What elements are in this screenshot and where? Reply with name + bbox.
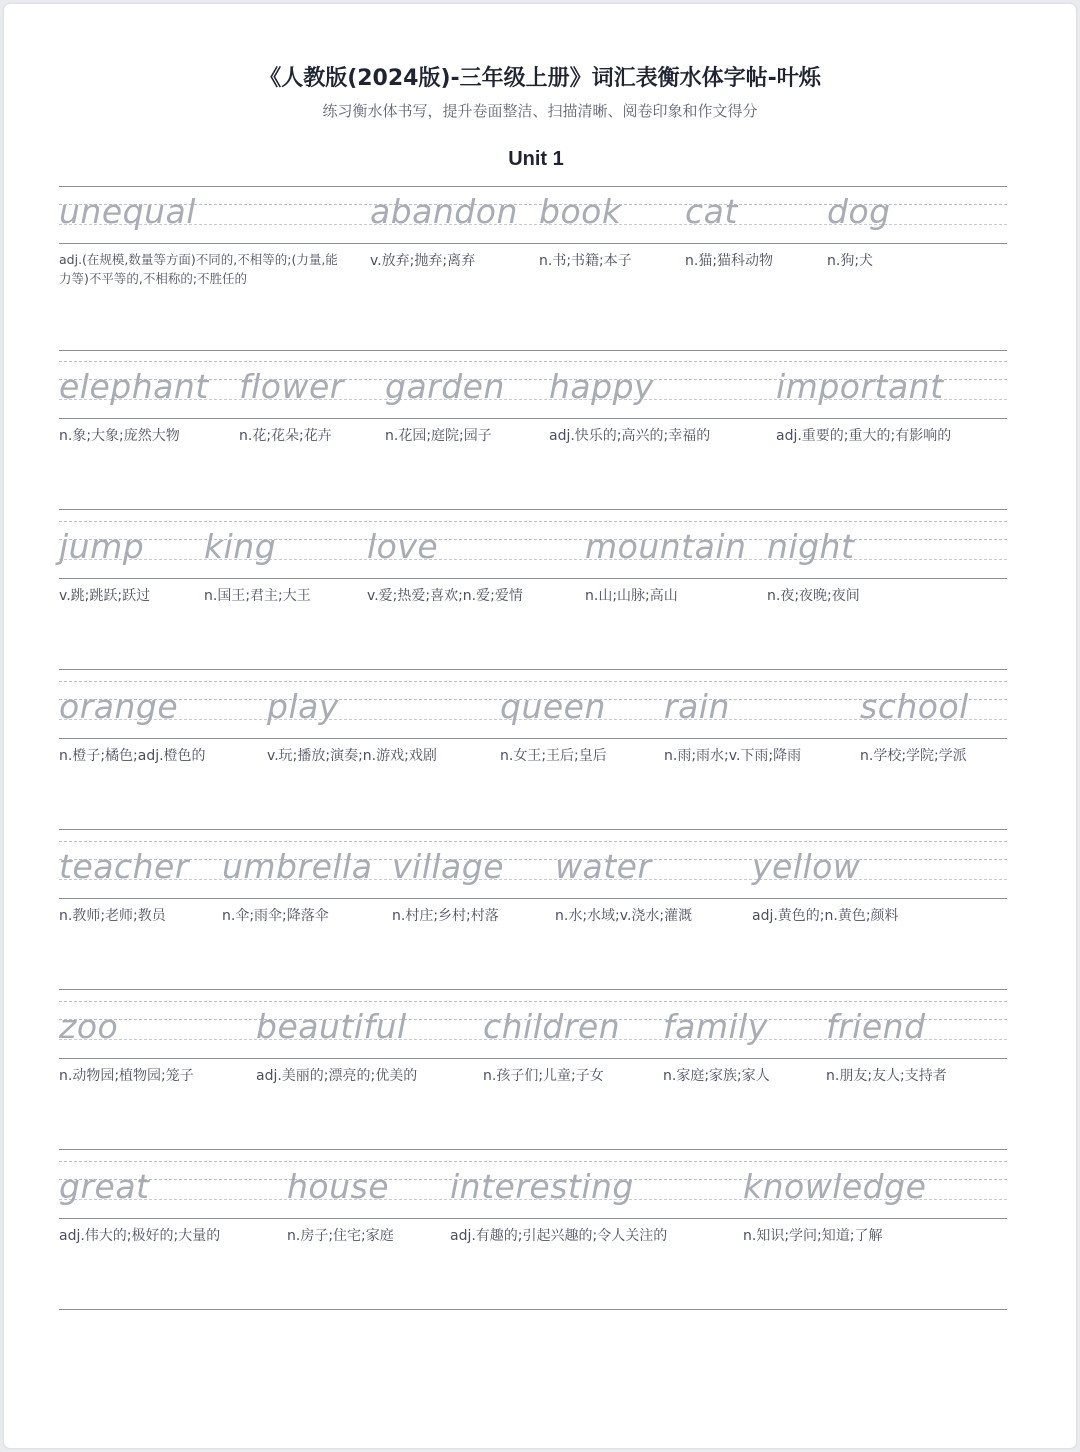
line-bottom (59, 1149, 1007, 1150)
vocab-row-7 (59, 1161, 1007, 1329)
vocab-definition: adj.快乐的;高兴的;幸福的 (549, 428, 711, 444)
vocab-definition: n.教师;老师;教员 (59, 908, 166, 924)
vocab-word: dog (827, 192, 891, 231)
vocab-definition: n.朋友;友人;支持者 (826, 1068, 947, 1084)
line-guide (59, 859, 1007, 860)
vocab-word: teacher (59, 847, 189, 886)
vocab-word: umbrella (222, 847, 373, 886)
vocab-definition: n.猫;猫科动物 (685, 253, 774, 269)
vocab-definition: n.雨;雨水;v.下雨;降雨 (664, 748, 802, 764)
line-top (59, 1001, 1007, 1002)
line-bottom (59, 1309, 1007, 1310)
line-base (59, 243, 1007, 244)
vocab-word: mountain (585, 527, 747, 566)
vocab-word: rain (664, 687, 730, 726)
vocab-definition: n.孩子们;儿童;子女 (483, 1068, 604, 1084)
vocab-row-6 (59, 1001, 1007, 1169)
line-guide (59, 559, 1007, 560)
line-top (59, 841, 1007, 842)
line-base (59, 738, 1007, 739)
vocab-word: great (59, 1167, 150, 1206)
vocab-definition: n.花园;庭院;园子 (385, 428, 492, 444)
vocab-definition: n.房子;住宅;家庭 (287, 1228, 394, 1244)
vocab-word: knowledge (743, 1167, 927, 1206)
vocab-definition: n.女王;王后;皇后 (500, 748, 607, 764)
vocab-row-4 (59, 681, 1007, 849)
vocab-word: abandon (370, 192, 518, 231)
vocab-word: flower (239, 367, 344, 406)
vocab-word: cat (685, 192, 738, 231)
vocab-word: jump (59, 527, 145, 566)
line-guide (59, 539, 1007, 540)
vocab-definition: n.水;水域;v.浇水;灌溉 (555, 908, 693, 924)
vocab-word: queen (500, 687, 606, 726)
vocab-definition: v.玩;播放;演奏;n.游戏;戏剧 (267, 748, 437, 764)
vocab-definition: n.学校;学院;学派 (860, 748, 967, 764)
line-bottom (59, 829, 1007, 830)
vocab-definition: n.夜;夜晚;夜间 (767, 588, 860, 604)
vocab-word: children (483, 1007, 621, 1046)
vocab-definition: n.象;大象;庞然大物 (59, 428, 180, 444)
vocab-word: orange (59, 687, 179, 726)
vocab-definition: n.橙子;橘色;adj.橙色的 (59, 748, 206, 764)
line-bottom (59, 509, 1007, 510)
line-base (59, 1058, 1007, 1059)
vocab-definition: v.跳;跳跃;跃过 (59, 588, 151, 604)
vocab-definition: n.动物园;植物园;笼子 (59, 1068, 194, 1084)
line-base (59, 1218, 1007, 1219)
line-guide (59, 879, 1007, 880)
vocab-definition: adj.伟大的;极好的;大量的 (59, 1228, 221, 1244)
worksheet-page (4, 4, 1076, 1448)
vocab-definition: adj.(在规模,数量等方面)不同的,不相等的;(力量,能力等)不平等的,不相称的;不胜任的 (59, 252, 338, 286)
line-top (59, 521, 1007, 522)
vocab-word: night (767, 527, 855, 566)
vocab-word: beautiful (256, 1007, 407, 1046)
line-bottom (59, 989, 1007, 990)
vocab-definition: adj.黄色的;n.黄色;颜料 (752, 908, 899, 924)
vocab-definition: n.村庄;乡村;村落 (392, 908, 499, 924)
vocab-word: interesting (450, 1167, 634, 1206)
vocab-word: unequal (59, 192, 196, 231)
page-title: 《人教版(2024版)-三年级上册》词汇表衡水体字帖-叶烁 (259, 66, 821, 91)
unit-heading: Unit 1 (508, 148, 564, 170)
vocab-definition: n.书;书籍;本子 (539, 253, 632, 269)
vocab-definition: n.国王;君主;大王 (204, 588, 311, 604)
line-bottom (59, 350, 1007, 351)
vocab-word: important (776, 367, 944, 406)
line-base (59, 898, 1007, 899)
vocab-word: book (539, 192, 622, 231)
vocab-word: house (287, 1167, 390, 1206)
vocab-word: school (860, 687, 969, 726)
line-base (59, 418, 1007, 419)
vocab-definition: n.山;山脉;高山 (585, 588, 678, 604)
vocab-definition: n.伞;雨伞;降落伞 (222, 908, 329, 924)
line-base (59, 578, 1007, 579)
vocab-definition: n.花;花朵;花卉 (239, 428, 332, 444)
vocab-definition: n.狗;犬 (827, 253, 874, 269)
vocab-word: happy (549, 367, 655, 406)
vocab-definition: adj.有趣的;引起兴趣的;令人关注的 (450, 1228, 668, 1244)
vocab-word: friend (826, 1007, 926, 1046)
vocab-word: village (392, 847, 505, 886)
page-subtitle: 练习衡水体书写，提升卷面整洁、扫描清晰、阅卷印象和作文得分 (322, 102, 758, 120)
vocab-definition: v.爱;热爱;喜欢;n.爱;爱情 (367, 588, 523, 604)
vocab-row-3 (59, 521, 1007, 689)
vocab-word: yellow (752, 847, 861, 886)
vocab-definition: v.放弃;抛弃;离弃 (370, 253, 476, 269)
vocab-word: zoo (59, 1007, 119, 1046)
vocab-definition: adj.美丽的;漂亮的;优美的 (256, 1068, 418, 1084)
line-bottom (59, 669, 1007, 670)
vocab-word: family (663, 1007, 768, 1046)
vocab-word: garden (385, 367, 505, 406)
line-top (59, 361, 1007, 362)
vocab-word: water (555, 847, 652, 886)
line-top (59, 681, 1007, 682)
vocab-row-1 (59, 186, 1007, 354)
vocab-row-5 (59, 841, 1007, 1009)
vocab-definition: adj.重要的;重大的;有影响的 (776, 428, 952, 444)
vocab-definition: n.家庭;家族;家人 (663, 1068, 770, 1084)
vocab-word: king (204, 527, 277, 566)
vocab-word: play (267, 687, 339, 726)
line-top (59, 1161, 1007, 1162)
vocab-definition: n.知识;学问;知道;了解 (743, 1228, 883, 1244)
vocab-row-2 (59, 361, 1007, 529)
vocab-word: elephant (59, 367, 209, 406)
vocab-word: love (367, 527, 439, 566)
line-top (59, 186, 1007, 187)
